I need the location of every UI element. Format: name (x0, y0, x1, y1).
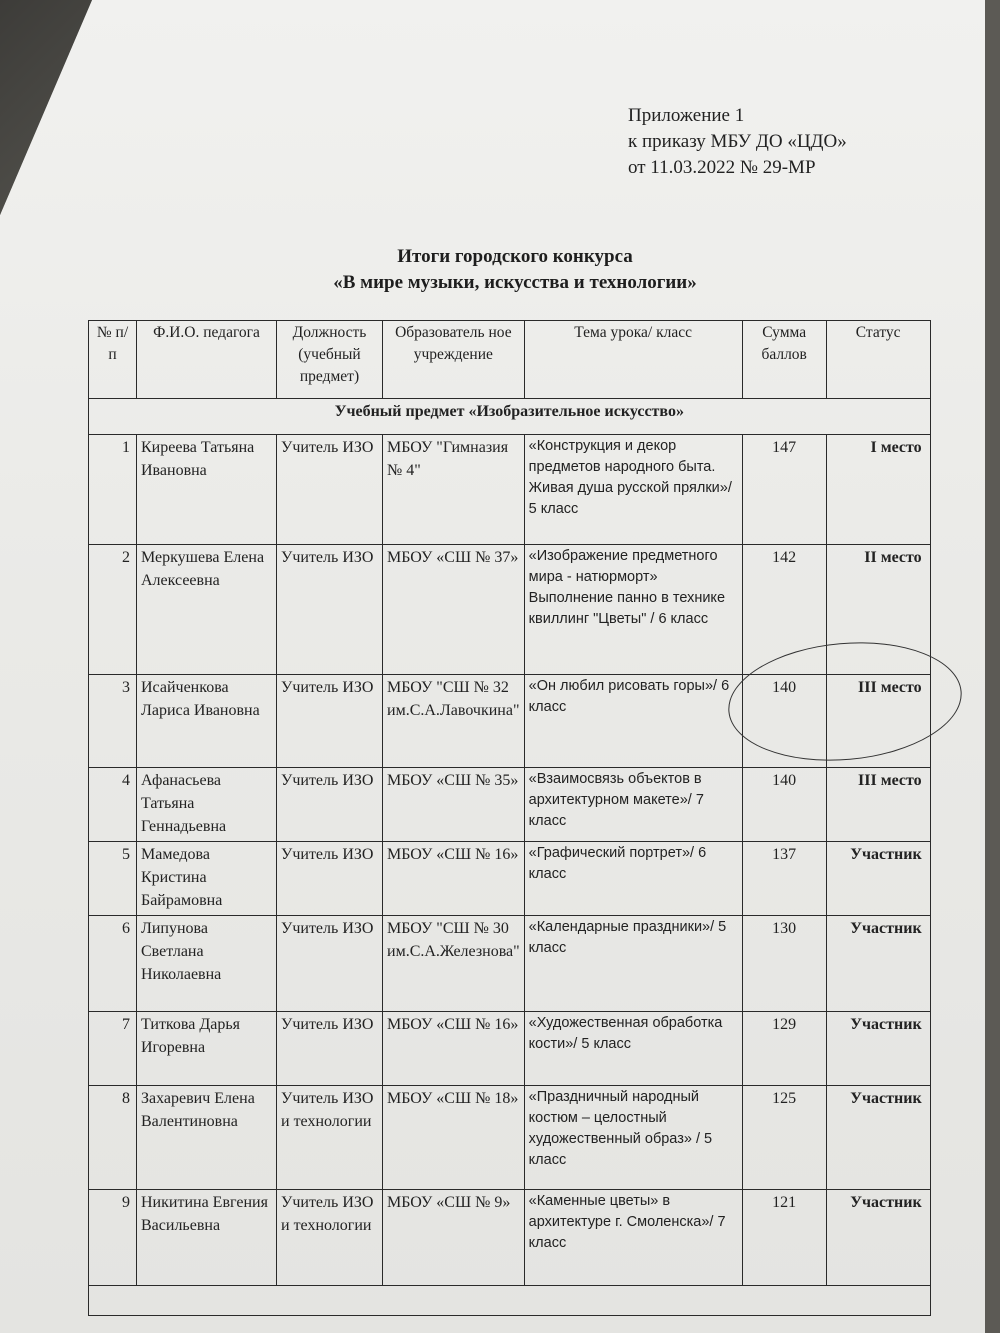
cell-num: 5 (89, 842, 137, 916)
col-header-name: Ф.И.О. педагога (137, 321, 277, 399)
cell-topic: «Праздничный народный костюм – целостный художественный образ» / 5 класс (524, 1086, 742, 1190)
cell-score: 129 (742, 1012, 826, 1086)
cell-status: I место (826, 435, 930, 545)
cell-num: 3 (89, 675, 137, 768)
appendix-line-2: к приказу МБУ ДО «ЦДО» (628, 131, 847, 152)
cell-score: 147 (742, 435, 826, 545)
cell-position: Учитель ИЗО и технологии (277, 1190, 383, 1286)
cell-name: Исайченкова Лариса Ивановна (137, 675, 277, 768)
cell-name: Захаревич Елена Валентиновна (137, 1086, 277, 1190)
cell-status: Участник (826, 1190, 930, 1286)
document-title-line-1: Итоги городского конкурса (397, 246, 633, 267)
results-table (88, 320, 931, 1316)
cell-topic: «Каменные цветы» в архитектуре г. Смоленска»/ 7 класс (524, 1190, 742, 1286)
cell-name: Мамедова Кристина Байрамовна (137, 842, 277, 916)
cell-school: МБОУ «СШ № 18» (383, 1086, 525, 1190)
appendix-line-1: Приложение 1 (628, 105, 745, 126)
cell-school: МБОУ "СШ № 30 им.С.А.Железнова" (383, 916, 525, 1012)
section-row (89, 399, 931, 435)
empty-row (89, 1286, 931, 1316)
section-title: Учебный предмет «Изобразительное искусство» (89, 399, 931, 435)
document-title-line-2: «В мире музыки, искусства и технологии» (333, 272, 697, 293)
cell-topic: «Он любил рисовать горы»/ 6 класс (524, 675, 742, 768)
col-header-topic: Тема урока/ класс (524, 321, 742, 399)
cell-topic: «Изображение предметного мира - натюрморт» Выполнение панно в технике квиллинг "Цветы" / 6 класс (524, 545, 742, 675)
cell-score: 125 (742, 1086, 826, 1190)
col-header-num: № п/п (89, 321, 137, 399)
cell-score: 140 (742, 768, 826, 842)
table-row (89, 1012, 931, 1086)
cell-name: Меркушева Елена Алексеевна (137, 545, 277, 675)
col-header-position: Должность (учебный предмет) (277, 321, 383, 399)
cell-status: II место (826, 545, 930, 675)
cell-position: Учитель ИЗО (277, 916, 383, 1012)
cell-score: 130 (742, 916, 826, 1012)
cell-score: 137 (742, 842, 826, 916)
cell-school: МБОУ «СШ № 16» (383, 1012, 525, 1086)
table-row (89, 768, 931, 842)
cell-num: 1 (89, 435, 137, 545)
cell-name: Титкова Дарья Игоревна (137, 1012, 277, 1086)
cell-status: Участник (826, 842, 930, 916)
cell-topic: «Художественная обработка кости»/ 5 класс (524, 1012, 742, 1086)
cell-status: Участник (826, 1012, 930, 1086)
cell-name: Липунова Светлана Николаевна (137, 916, 277, 1012)
cell-school: МБОУ "Гимназия № 4" (383, 435, 525, 545)
cell-position: Учитель ИЗО (277, 435, 383, 545)
cell-school: МБОУ «СШ № 35» (383, 768, 525, 842)
cell-position: Учитель ИЗО (277, 545, 383, 675)
cell-position: Учитель ИЗО и технологии (277, 1086, 383, 1190)
table-row (89, 1086, 931, 1190)
cell-name: Киреева Татьяна Ивановна (137, 435, 277, 545)
cell-num: 6 (89, 916, 137, 1012)
cell-name: Афанасьева Татьяна Геннадьевна (137, 768, 277, 842)
cell-status: Участник (826, 916, 930, 1012)
cell-topic: «Календарные праздники»/ 5 класс (524, 916, 742, 1012)
cell-topic: «Графический портрет»/ 6 класс (524, 842, 742, 916)
cell-score: 140 (742, 675, 826, 768)
cell-status: Участник (826, 1086, 930, 1190)
table-header-row (89, 321, 931, 399)
cell-school: МБОУ «СШ № 16» (383, 842, 525, 916)
cell-position: Учитель ИЗО (277, 1012, 383, 1086)
cell-num: 9 (89, 1190, 137, 1286)
cell-num: 4 (89, 768, 137, 842)
cell-school: МБОУ «СШ № 37» (383, 545, 525, 675)
cell-position: Учитель ИЗО (277, 842, 383, 916)
cell-topic: «Взаимосвязь объектов в архитектурном макете»/ 7 класс (524, 768, 742, 842)
table-row (89, 842, 931, 916)
col-header-score: Сумма баллов (742, 321, 826, 399)
cell-name: Никитина Евгения Васильевна (137, 1190, 277, 1286)
col-header-school: Образователь ное учреждение (383, 321, 525, 399)
appendix-header (628, 103, 847, 181)
cell-score: 121 (742, 1190, 826, 1286)
table-row (89, 435, 931, 545)
cell-topic: «Конструкция и декор предметов народного быта. Живая душа русской прялки»/ 5 класс (524, 435, 742, 545)
cell-score: 142 (742, 545, 826, 675)
table-row (89, 1190, 931, 1286)
cell-school: МБОУ "СШ № 32 им.С.А.Лавочкина" (383, 675, 525, 768)
empty-cell (89, 1286, 931, 1316)
cell-status: III место (826, 675, 930, 768)
cell-num: 2 (89, 545, 137, 675)
col-header-status: Статус (826, 321, 930, 399)
table-row (89, 916, 931, 1012)
cell-school: МБОУ «СШ № 9» (383, 1190, 525, 1286)
cell-status: III место (826, 768, 930, 842)
appendix-line-3: от 11.03.2022 № 29-МР (628, 157, 816, 178)
cell-num: 7 (89, 1012, 137, 1086)
cell-num: 8 (89, 1086, 137, 1190)
cell-position: Учитель ИЗО (277, 675, 383, 768)
cell-position: Учитель ИЗО (277, 768, 383, 842)
